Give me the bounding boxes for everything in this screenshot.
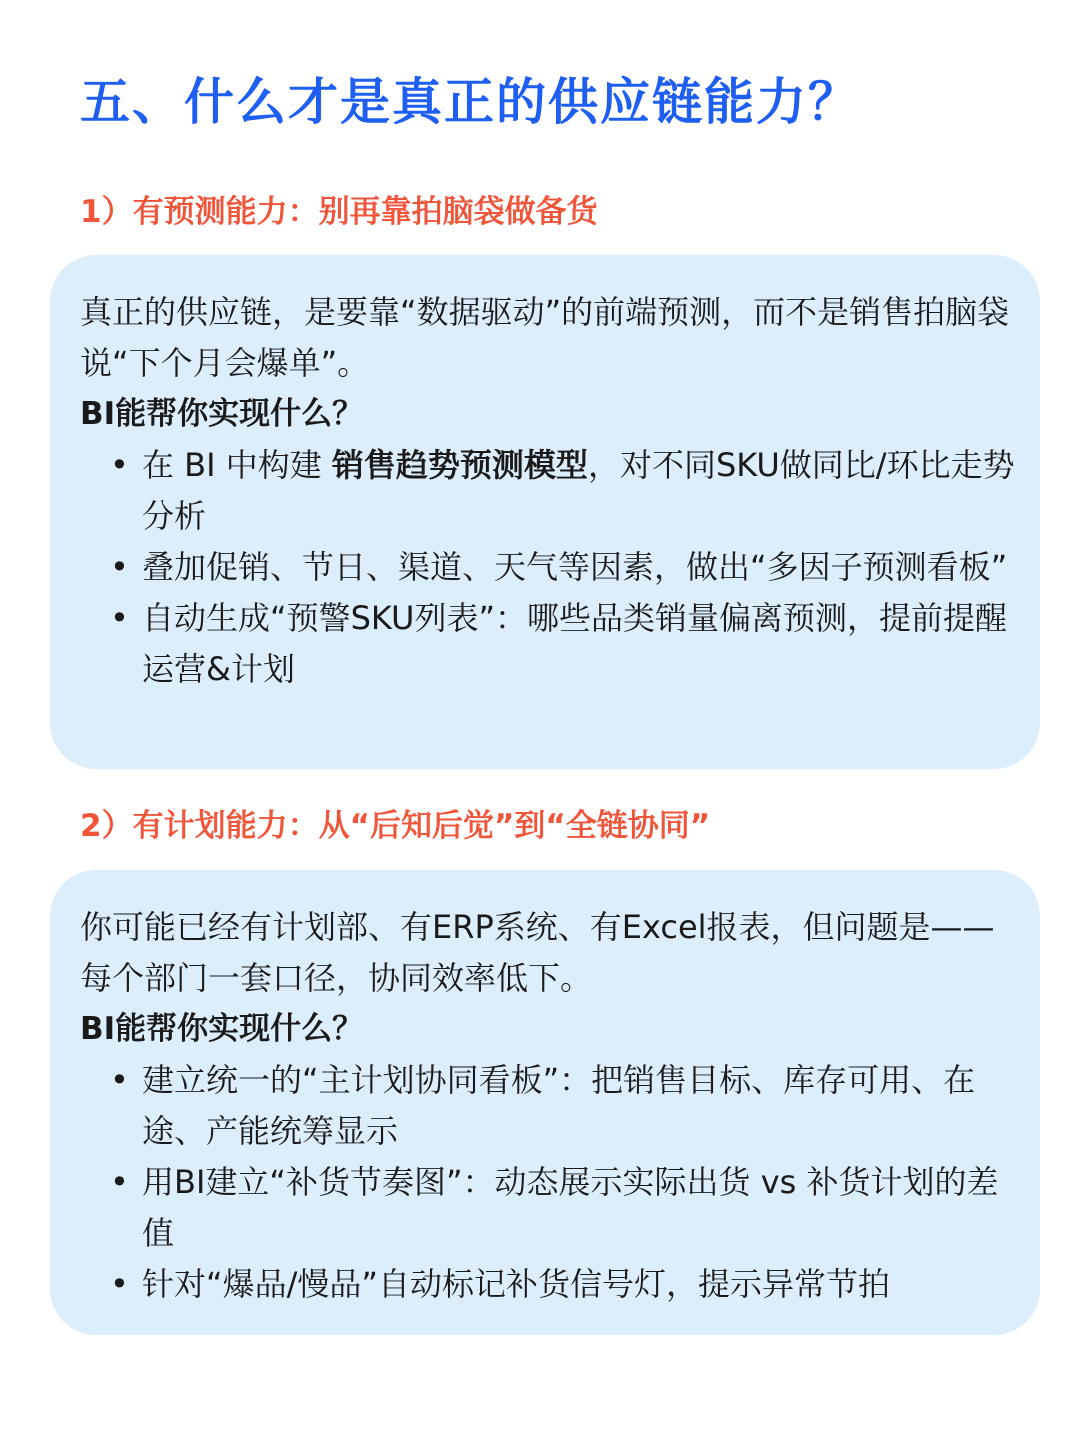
bullet-text-post: ，对不同SKU做同比/环比走势分析	[142, 446, 1015, 535]
planning-subhead: BI能帮你实现什么？	[80, 1011, 364, 1047]
forecast-bullet-list	[80, 440, 1020, 695]
bullet-dot-icon: •	[110, 1265, 129, 1303]
bullet-text: 针对“爆品/慢品”自动标记补货信号灯，提示异常节拍	[142, 1265, 890, 1303]
list-item	[80, 542, 1020, 593]
bullet-text: 叠加促销、节日、渠道、天气等因素，做出“多因子预测看板”	[142, 548, 1008, 586]
bullet-text: 用BI建立“补货节奏图”：动态展示实际出货 vs 补货计划的差值	[142, 1163, 999, 1252]
planning-intro: 你可能已经有计划部、有ERP系统、有Excel报表，但问题是——每个部门一套口径，协同效率低下。	[80, 908, 995, 997]
list-item	[80, 593, 1020, 695]
bullet-text: 建立统一的“主计划协同看板”：把销售目标、库存可用、在途、产能统筹显示	[142, 1061, 976, 1150]
planning-bullet-list	[80, 1055, 1020, 1310]
page-title: 五、什么才是真正的供应链能力？	[80, 73, 860, 131]
planning-card	[50, 870, 1040, 1335]
list-item	[80, 440, 1020, 542]
forecast-intro: 真正的供应链，是要靠“数据驱动”的前端预测，而不是销售拍脑袋说“下个月会爆单”。	[80, 293, 1010, 382]
list-item	[80, 1055, 1020, 1157]
section-heading-forecast: 1）有预测能力：别再靠拍脑袋做备货	[80, 194, 598, 230]
bullet-dot-icon: •	[110, 548, 129, 586]
bullet-dot-icon: •	[110, 446, 129, 484]
bullet-dot-icon: •	[110, 1163, 129, 1201]
bullet-text-pre: 在 BI 中构建	[142, 446, 332, 484]
forecast-card	[50, 255, 1040, 769]
list-item	[80, 1259, 1020, 1310]
section-heading-planning: 2）有计划能力：从“后知后觉”到“全链协同”	[80, 808, 711, 844]
bullet-dot-icon: •	[110, 599, 129, 637]
bullet-dot-icon: •	[110, 1061, 129, 1099]
bullet-text: 自动生成“预警SKU列表”：哪些品类销量偏离预测，提前提醒运营&计划	[142, 599, 1008, 688]
list-item	[80, 1157, 1020, 1259]
bullet-text-bold: 销售趋势预测模型	[331, 446, 588, 484]
forecast-subhead: BI能帮你实现什么？	[80, 396, 364, 432]
